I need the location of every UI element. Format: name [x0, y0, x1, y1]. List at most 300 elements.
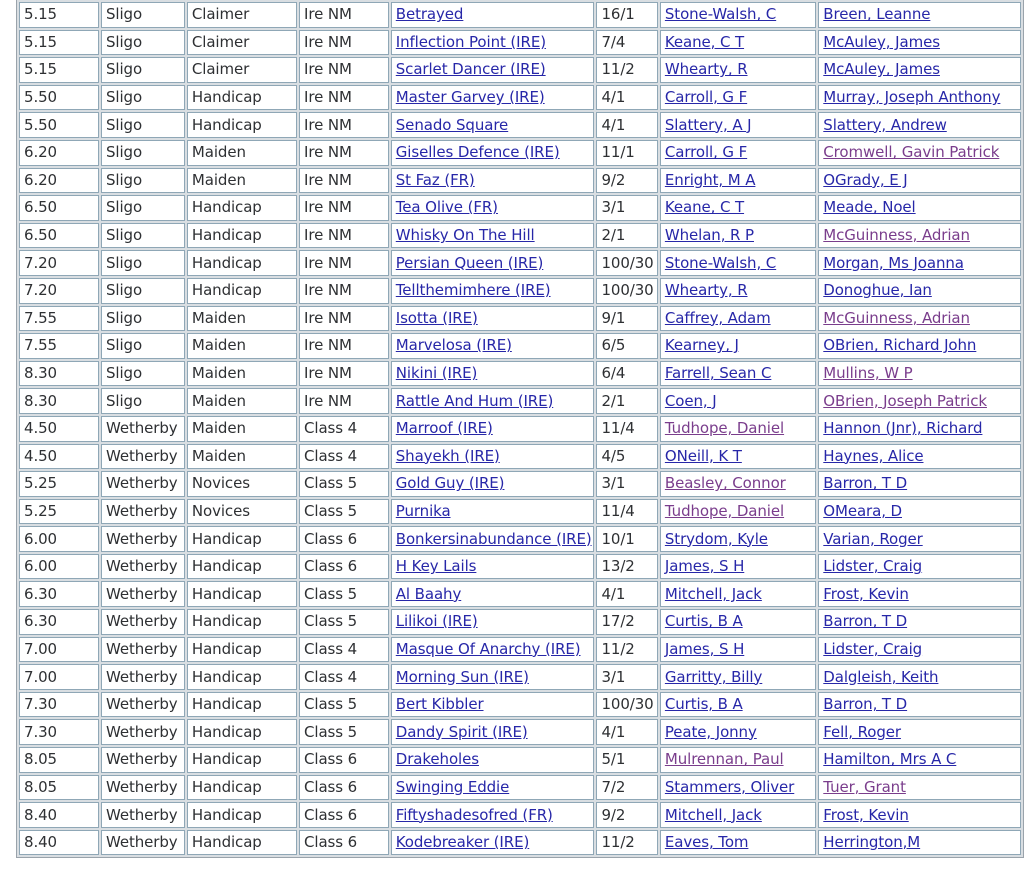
- horse-link[interactable]: Shayekh (IRE): [395, 446, 500, 465]
- course-cell: Wetherby: [101, 444, 185, 470]
- trainer-cell: [818, 637, 1021, 663]
- horse-link[interactable]: Purnika: [395, 501, 451, 520]
- horse-link[interactable]: Persian Queen (IRE): [395, 253, 544, 272]
- odds-cell: 3/1: [596, 664, 657, 690]
- odds-cell: 100/30: [596, 278, 657, 304]
- course-cell: Wetherby: [101, 554, 185, 580]
- race-class-cell: Class 5: [299, 609, 389, 635]
- jockey-cell: [660, 306, 816, 332]
- horse-cell: [391, 168, 595, 194]
- race-class-cell: Class 6: [299, 830, 389, 856]
- jockey-link[interactable]: Carroll, G F: [664, 143, 748, 162]
- odds-cell: 2/1: [596, 223, 657, 249]
- trainer-cell: [818, 85, 1021, 111]
- horse-link[interactable]: H Key Lails: [395, 557, 477, 576]
- race-cards-table: [16, 0, 1024, 858]
- jockey-link[interactable]: Eaves, Tom: [664, 833, 749, 852]
- trainer-link[interactable]: Barron, T D: [823, 474, 908, 493]
- odds-cell: 4/1: [596, 85, 657, 111]
- trainer-link[interactable]: McGuinness, Adrian: [823, 226, 970, 245]
- race-type-cell: Handicap: [187, 112, 297, 138]
- table-row: [19, 140, 1021, 166]
- race-time-cell: 6.30: [19, 581, 99, 607]
- odds-cell: 11/4: [596, 499, 657, 525]
- horse-cell: [391, 554, 595, 580]
- horse-cell: [391, 692, 595, 718]
- odds-cell: 4/5: [596, 444, 657, 470]
- page-bottom-space: [0, 867, 1024, 877]
- course-cell: Sligo: [101, 2, 185, 28]
- race-class-cell: Class 5: [299, 692, 389, 718]
- table-row: [19, 57, 1021, 83]
- trainer-cell: [818, 802, 1021, 828]
- jockey-cell: [660, 361, 816, 387]
- race-class-cell: Ire NM: [299, 2, 389, 28]
- race-type-cell: Claimer: [187, 30, 297, 56]
- jockey-link[interactable]: Curtis, B A: [664, 612, 743, 631]
- trainer-link[interactable]: Frost, Kevin: [823, 805, 909, 824]
- jockey-cell: [660, 499, 816, 525]
- race-time-cell: 5.50: [19, 112, 99, 138]
- table-row: [19, 30, 1021, 56]
- jockey-link[interactable]: Mulrennan, Paul: [664, 750, 784, 769]
- trainer-cell: [818, 112, 1021, 138]
- trainer-link[interactable]: Slattery, Andrew: [823, 115, 947, 134]
- trainer-link[interactable]: Breen, Leanne: [823, 5, 931, 24]
- horse-cell: [391, 664, 595, 690]
- jockey-link[interactable]: Tudhope, Daniel: [664, 419, 785, 438]
- jockey-link[interactable]: Coen, J: [664, 391, 717, 410]
- jockey-cell: [660, 581, 816, 607]
- jockey-cell: [660, 609, 816, 635]
- race-type-cell: Maiden: [187, 388, 297, 414]
- table-row: [19, 278, 1021, 304]
- jockey-link[interactable]: Farrell, Sean C: [664, 364, 772, 383]
- race-class-cell: Ire NM: [299, 112, 389, 138]
- odds-cell: 3/1: [596, 471, 657, 497]
- jockey-cell: [660, 57, 816, 83]
- horse-cell: [391, 499, 595, 525]
- course-cell: Wetherby: [101, 637, 185, 663]
- table-row: [19, 416, 1021, 442]
- horse-cell: [391, 802, 595, 828]
- odds-cell: 4/1: [596, 581, 657, 607]
- race-time-cell: 6.30: [19, 609, 99, 635]
- race-class-cell: Ire NM: [299, 195, 389, 221]
- course-cell: Sligo: [101, 57, 185, 83]
- odds-cell: 9/2: [596, 802, 657, 828]
- odds-cell: 16/1: [596, 2, 657, 28]
- race-time-cell: 7.20: [19, 278, 99, 304]
- odds-cell: 9/1: [596, 306, 657, 332]
- jockey-cell: [660, 388, 816, 414]
- jockey-link[interactable]: Stone-Walsh, C: [664, 5, 777, 24]
- race-time-cell: 8.30: [19, 388, 99, 414]
- table-row: [19, 554, 1021, 580]
- horse-link[interactable]: Whisky On The Hill: [395, 226, 535, 245]
- course-cell: Wetherby: [101, 692, 185, 718]
- course-cell: Sligo: [101, 278, 185, 304]
- jockey-link[interactable]: Strydom, Kyle: [664, 529, 768, 548]
- odds-cell: 4/1: [596, 112, 657, 138]
- jockey-link[interactable]: Carroll, G F: [664, 88, 748, 107]
- odds-cell: 4/1: [596, 719, 657, 745]
- horse-cell: [391, 333, 595, 359]
- race-time-cell: 7.30: [19, 692, 99, 718]
- course-cell: Sligo: [101, 30, 185, 56]
- race-class-cell: Ire NM: [299, 250, 389, 276]
- race-time-cell: 5.25: [19, 471, 99, 497]
- race-time-cell: 7.30: [19, 719, 99, 745]
- race-type-cell: Maiden: [187, 333, 297, 359]
- jockey-link[interactable]: Stone-Walsh, C: [664, 253, 777, 272]
- course-cell: Sligo: [101, 140, 185, 166]
- horse-link[interactable]: Gold Guy (IRE): [395, 474, 505, 493]
- jockey-cell: [660, 250, 816, 276]
- race-type-cell: Maiden: [187, 361, 297, 387]
- trainer-cell: [818, 747, 1021, 773]
- jockey-cell: [660, 2, 816, 28]
- trainer-link[interactable]: Dalgleish, Keith: [823, 667, 939, 686]
- horse-cell: [391, 471, 595, 497]
- horse-link[interactable]: Giselles Defence (IRE): [395, 143, 560, 162]
- horse-link[interactable]: Inflection Point (IRE): [395, 32, 546, 51]
- trainer-link[interactable]: Hamilton, Mrs A C: [823, 750, 957, 769]
- race-time-cell: 7.00: [19, 664, 99, 690]
- jockey-link[interactable]: Keane, C T: [664, 32, 745, 51]
- race-time-cell: 8.30: [19, 361, 99, 387]
- horse-link[interactable]: Tea Olive (FR): [395, 198, 498, 217]
- trainer-cell: [818, 278, 1021, 304]
- trainer-link[interactable]: Cromwell, Gavin Patrick: [823, 143, 1000, 162]
- horse-link[interactable]: Swinging Eddie: [395, 777, 510, 796]
- odds-cell: 100/30: [596, 250, 657, 276]
- course-cell: Wetherby: [101, 830, 185, 856]
- table-row: [19, 719, 1021, 745]
- odds-cell: 6/5: [596, 333, 657, 359]
- horse-link[interactable]: Rattle And Hum (IRE): [395, 391, 554, 410]
- race-type-cell: Handicap: [187, 526, 297, 552]
- jockey-cell: [660, 30, 816, 56]
- odds-cell: 5/1: [596, 747, 657, 773]
- race-class-cell: Class 4: [299, 664, 389, 690]
- horse-link[interactable]: Isotta (IRE): [395, 308, 478, 327]
- trainer-cell: [818, 499, 1021, 525]
- course-cell: Sligo: [101, 388, 185, 414]
- course-cell: Wetherby: [101, 664, 185, 690]
- race-type-cell: Handicap: [187, 223, 297, 249]
- horse-cell: [391, 719, 595, 745]
- horse-cell: [391, 306, 595, 332]
- horse-cell: [391, 85, 595, 111]
- trainer-link[interactable]: McAuley, James: [823, 32, 940, 51]
- race-table-body: [19, 2, 1021, 855]
- horse-cell: [391, 140, 595, 166]
- horse-link[interactable]: Bert Kibbler: [395, 695, 484, 714]
- race-type-cell: Novices: [187, 499, 297, 525]
- course-cell: Sligo: [101, 168, 185, 194]
- trainer-cell: [818, 333, 1021, 359]
- trainer-link[interactable]: Murray, Joseph Anthony: [823, 88, 1001, 107]
- horse-cell: [391, 609, 595, 635]
- race-class-cell: Class 5: [299, 471, 389, 497]
- race-time-cell: 6.50: [19, 223, 99, 249]
- jockey-link[interactable]: Kearney, J: [664, 336, 739, 355]
- trainer-link[interactable]: Varian, Roger: [823, 529, 923, 548]
- horse-link[interactable]: Master Garvey (IRE): [395, 88, 545, 107]
- race-type-cell: Handicap: [187, 747, 297, 773]
- odds-cell: 11/2: [596, 830, 657, 856]
- jockey-cell: [660, 802, 816, 828]
- course-cell: Sligo: [101, 250, 185, 276]
- horse-link[interactable]: Senado Square: [395, 115, 509, 134]
- trainer-cell: [818, 526, 1021, 552]
- race-class-cell: Class 6: [299, 747, 389, 773]
- trainer-link[interactable]: OBrien, Joseph Patrick: [823, 391, 987, 410]
- jockey-link[interactable]: Caffrey, Adam: [664, 308, 771, 327]
- trainer-link[interactable]: Frost, Kevin: [823, 584, 909, 603]
- trainer-link[interactable]: Tuer, Grant: [823, 777, 906, 796]
- race-type-cell: Handicap: [187, 195, 297, 221]
- horse-cell: [391, 2, 595, 28]
- table-row: [19, 168, 1021, 194]
- trainer-link[interactable]: Haynes, Alice: [823, 446, 924, 465]
- race-type-cell: Handicap: [187, 775, 297, 801]
- trainer-cell: [818, 30, 1021, 56]
- horse-link[interactable]: Marvelosa (IRE): [395, 336, 512, 355]
- horse-cell: [391, 416, 595, 442]
- jockey-cell: [660, 333, 816, 359]
- race-type-cell: Maiden: [187, 168, 297, 194]
- jockey-link[interactable]: Garritty, Billy: [664, 667, 763, 686]
- table-row: [19, 471, 1021, 497]
- race-type-cell: Handicap: [187, 554, 297, 580]
- odds-cell: 10/1: [596, 526, 657, 552]
- jockey-cell: [660, 830, 816, 856]
- jockey-link[interactable]: Keane, C T: [664, 198, 745, 217]
- course-cell: Wetherby: [101, 499, 185, 525]
- race-type-cell: Claimer: [187, 57, 297, 83]
- table-row: [19, 664, 1021, 690]
- trainer-link[interactable]: OGrady, E J: [823, 170, 908, 189]
- horse-link[interactable]: Masque Of Anarchy (IRE): [395, 639, 581, 658]
- trainer-link[interactable]: OBrien, Richard John: [823, 336, 977, 355]
- horse-link[interactable]: Drakeholes: [395, 750, 479, 769]
- race-type-cell: Maiden: [187, 444, 297, 470]
- race-time-cell: 4.50: [19, 416, 99, 442]
- horse-link[interactable]: Bonkersinabundance (IRE): [395, 529, 592, 548]
- horse-cell: [391, 637, 595, 663]
- odds-cell: 6/4: [596, 361, 657, 387]
- odds-cell: 11/2: [596, 57, 657, 83]
- course-cell: Wetherby: [101, 471, 185, 497]
- trainer-link[interactable]: Lidster, Craig: [823, 639, 923, 658]
- race-type-cell: Handicap: [187, 85, 297, 111]
- jockey-link[interactable]: Stammers, Oliver: [664, 777, 795, 796]
- course-cell: Wetherby: [101, 775, 185, 801]
- course-cell: Wetherby: [101, 581, 185, 607]
- trainer-link[interactable]: McGuinness, Adrian: [823, 308, 970, 327]
- jockey-link[interactable]: Mitchell, Jack: [664, 584, 762, 603]
- race-time-cell: 7.55: [19, 306, 99, 332]
- horse-cell: [391, 581, 595, 607]
- race-type-cell: Claimer: [187, 2, 297, 28]
- odds-cell: 2/1: [596, 388, 657, 414]
- trainer-cell: [818, 692, 1021, 718]
- course-cell: Sligo: [101, 195, 185, 221]
- horse-link[interactable]: Fiftyshadesofred (FR): [395, 805, 553, 824]
- race-type-cell: Maiden: [187, 140, 297, 166]
- trainer-link[interactable]: Barron, T D: [823, 695, 908, 714]
- trainer-link[interactable]: Barron, T D: [823, 612, 908, 631]
- race-time-cell: 5.15: [19, 30, 99, 56]
- course-cell: Wetherby: [101, 526, 185, 552]
- trainer-cell: [818, 250, 1021, 276]
- table-row: [19, 637, 1021, 663]
- race-class-cell: Class 4: [299, 416, 389, 442]
- race-time-cell: 6.00: [19, 554, 99, 580]
- trainer-link[interactable]: Hannon (Jnr), Richard: [823, 419, 983, 438]
- jockey-link[interactable]: Whelan, R P: [664, 226, 754, 245]
- trainer-link[interactable]: Donoghue, Ian: [823, 281, 932, 300]
- race-class-cell: Class 5: [299, 719, 389, 745]
- race-type-cell: Maiden: [187, 416, 297, 442]
- jockey-link[interactable]: Whearty, R: [664, 60, 748, 79]
- table-row: [19, 802, 1021, 828]
- trainer-link[interactable]: Fell, Roger: [823, 722, 901, 741]
- race-class-cell: Class 6: [299, 802, 389, 828]
- race-time-cell: 6.50: [19, 195, 99, 221]
- course-cell: Wetherby: [101, 719, 185, 745]
- jockey-link[interactable]: Beasley, Connor: [664, 474, 786, 493]
- race-type-cell: Handicap: [187, 719, 297, 745]
- horse-cell: [391, 112, 595, 138]
- trainer-cell: [818, 140, 1021, 166]
- trainer-link[interactable]: Lidster, Craig: [823, 557, 923, 576]
- race-class-cell: Class 4: [299, 444, 389, 470]
- trainer-cell: [818, 416, 1021, 442]
- race-time-cell: 5.15: [19, 57, 99, 83]
- horse-link[interactable]: Al Baahy: [395, 584, 462, 603]
- trainer-link[interactable]: Meade, Noel: [823, 198, 916, 217]
- jockey-link[interactable]: Curtis, B A: [664, 695, 743, 714]
- horse-link[interactable]: Morning Sun (IRE): [395, 667, 529, 686]
- race-type-cell: Maiden: [187, 306, 297, 332]
- race-type-cell: Handicap: [187, 802, 297, 828]
- trainer-cell: [818, 581, 1021, 607]
- race-type-cell: Handicap: [187, 692, 297, 718]
- table-row: [19, 250, 1021, 276]
- odds-cell: 11/2: [596, 637, 657, 663]
- horse-link[interactable]: Kodebreaker (IRE): [395, 833, 530, 852]
- table-row: [19, 2, 1021, 28]
- race-class-cell: Ire NM: [299, 30, 389, 56]
- horse-link[interactable]: Dandy Spirit (IRE): [395, 722, 528, 741]
- horse-cell: [391, 830, 595, 856]
- race-type-cell: Novices: [187, 471, 297, 497]
- race-class-cell: Ire NM: [299, 140, 389, 166]
- horse-link[interactable]: Marroof (IRE): [395, 419, 493, 438]
- horse-cell: [391, 278, 595, 304]
- table-row: [19, 775, 1021, 801]
- horse-cell: [391, 30, 595, 56]
- race-class-cell: Ire NM: [299, 361, 389, 387]
- race-class-cell: Ire NM: [299, 306, 389, 332]
- jockey-link[interactable]: Peate, Jonny: [664, 722, 757, 741]
- horse-cell: [391, 223, 595, 249]
- race-time-cell: 5.50: [19, 85, 99, 111]
- trainer-cell: [818, 306, 1021, 332]
- race-time-cell: 7.00: [19, 637, 99, 663]
- jockey-cell: [660, 637, 816, 663]
- jockey-link[interactable]: James, S H: [664, 639, 745, 658]
- odds-cell: 9/2: [596, 168, 657, 194]
- course-cell: Wetherby: [101, 609, 185, 635]
- horse-link[interactable]: Lilikoi (IRE): [395, 612, 478, 631]
- table-row: [19, 444, 1021, 470]
- horse-link[interactable]: Nikini (IRE): [395, 364, 478, 383]
- table-row: [19, 830, 1021, 856]
- race-time-cell: 6.20: [19, 140, 99, 166]
- jockey-cell: [660, 223, 816, 249]
- race-time-cell: 8.05: [19, 747, 99, 773]
- race-time-cell: 6.20: [19, 168, 99, 194]
- horse-link[interactable]: Scarlet Dancer (IRE): [395, 60, 546, 79]
- odds-cell: 13/2: [596, 554, 657, 580]
- horse-cell: [391, 388, 595, 414]
- trainer-link[interactable]: OMeara, D: [823, 501, 902, 520]
- jockey-link[interactable]: Whearty, R: [664, 281, 748, 300]
- jockey-link[interactable]: Mitchell, Jack: [664, 805, 762, 824]
- trainer-cell: [818, 195, 1021, 221]
- jockey-cell: [660, 526, 816, 552]
- horse-link[interactable]: Tellthemimhere (IRE): [395, 281, 551, 300]
- jockey-cell: [660, 85, 816, 111]
- horse-cell: [391, 526, 595, 552]
- jockey-link[interactable]: Slattery, A J: [664, 115, 752, 134]
- race-class-cell: Ire NM: [299, 168, 389, 194]
- race-type-cell: Handicap: [187, 250, 297, 276]
- race-class-cell: Class 6: [299, 526, 389, 552]
- jockey-link[interactable]: Tudhope, Daniel: [664, 501, 785, 520]
- race-time-cell: 5.15: [19, 2, 99, 28]
- horse-cell: [391, 775, 595, 801]
- table-row: [19, 692, 1021, 718]
- race-class-cell: Ire NM: [299, 57, 389, 83]
- course-cell: Sligo: [101, 306, 185, 332]
- jockey-link[interactable]: James, S H: [664, 557, 745, 576]
- jockey-link[interactable]: Enright, M A: [664, 170, 756, 189]
- jockey-link[interactable]: ONeill, K T: [664, 446, 742, 465]
- race-time-cell: 8.40: [19, 802, 99, 828]
- table-row: [19, 85, 1021, 111]
- jockey-cell: [660, 664, 816, 690]
- course-cell: Sligo: [101, 112, 185, 138]
- trainer-link[interactable]: Herrington,M: [823, 833, 921, 852]
- course-cell: Wetherby: [101, 802, 185, 828]
- horse-link[interactable]: Betrayed: [395, 5, 464, 24]
- jockey-cell: [660, 719, 816, 745]
- trainer-link[interactable]: McAuley, James: [823, 60, 940, 79]
- horse-link[interactable]: St Faz (FR): [395, 170, 475, 189]
- race-type-cell: Handicap: [187, 609, 297, 635]
- odds-cell: 7/2: [596, 775, 657, 801]
- trainer-link[interactable]: Morgan, Ms Joanna: [823, 253, 964, 272]
- trainer-cell: [818, 361, 1021, 387]
- race-time-cell: 8.40: [19, 830, 99, 856]
- jockey-cell: [660, 747, 816, 773]
- trainer-link[interactable]: Mullins, W P: [823, 364, 913, 383]
